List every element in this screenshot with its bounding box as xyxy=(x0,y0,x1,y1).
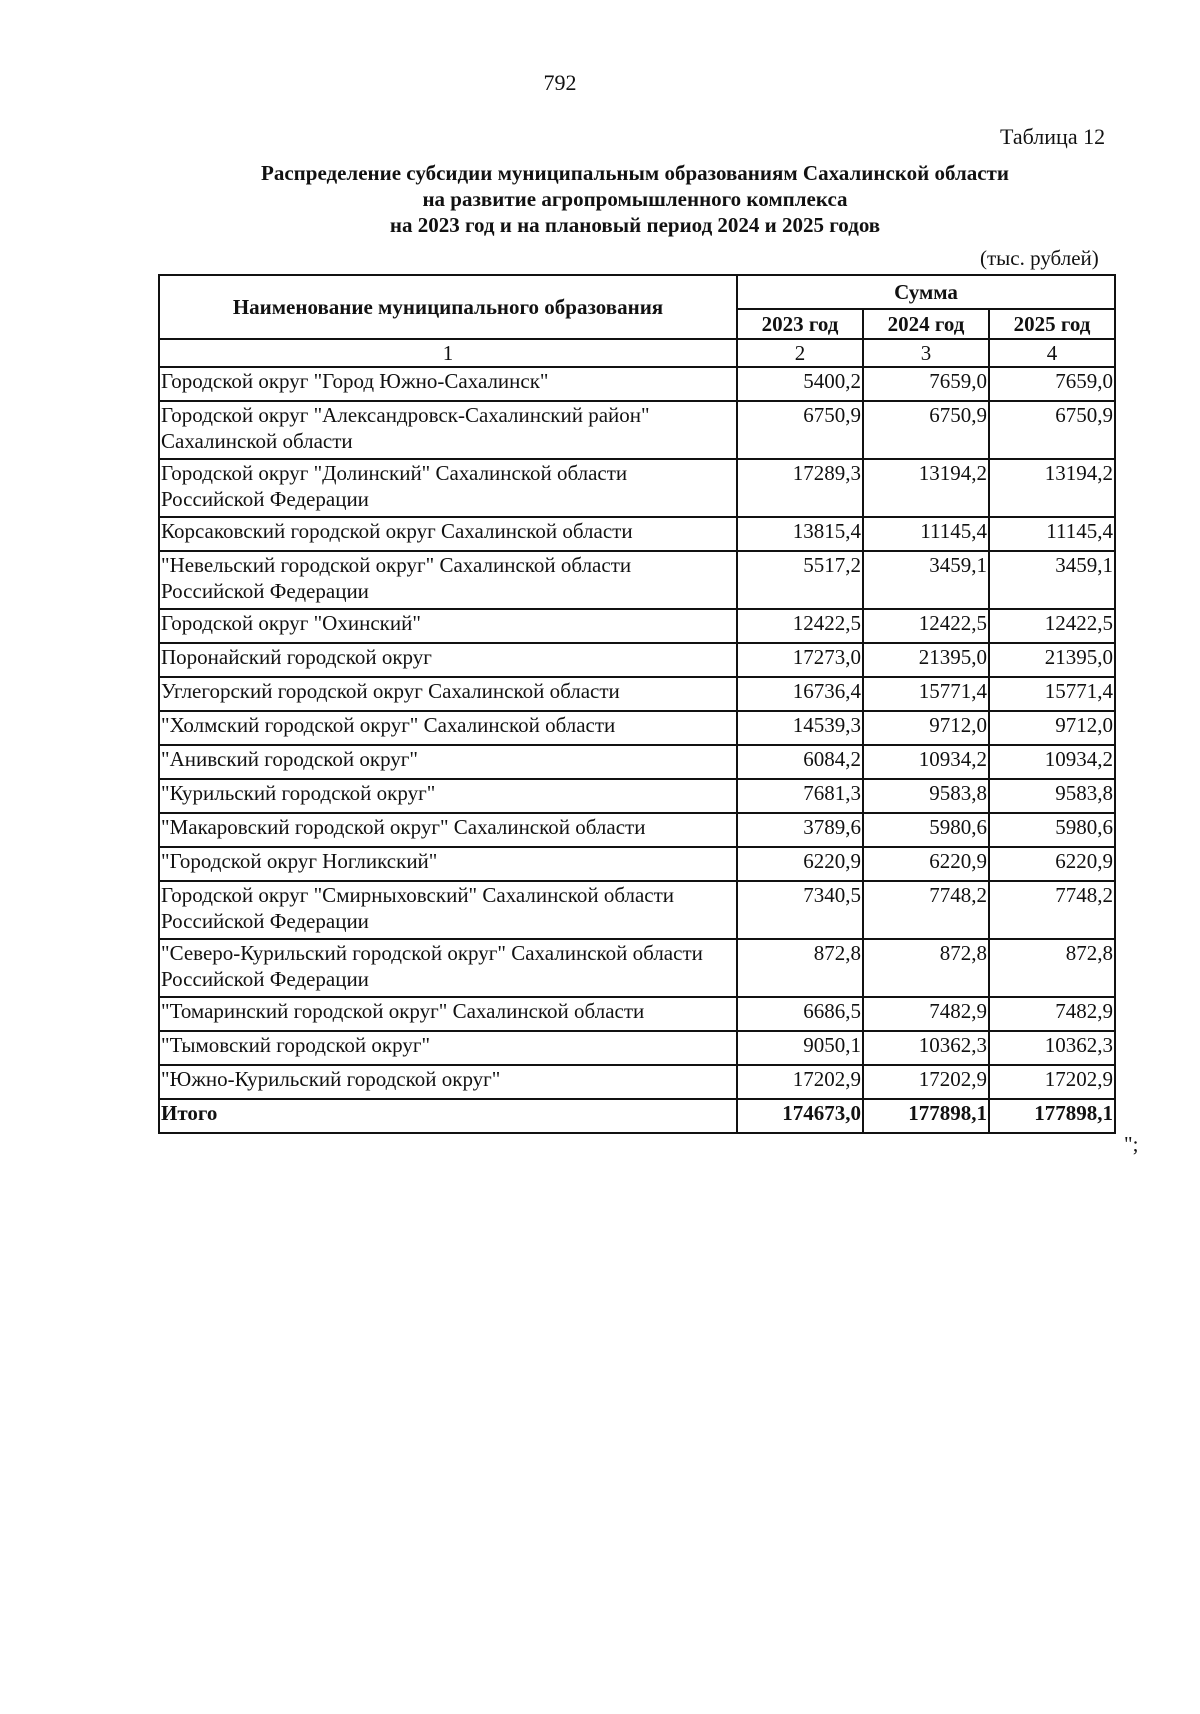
title-line-1: Распределение субсидии муниципальным образованиям Сахалинской области xyxy=(261,161,1009,185)
value-2024: 15771,4 xyxy=(863,677,989,711)
value-2023: 9050,1 xyxy=(737,1031,863,1065)
value-2024: 7659,0 xyxy=(863,367,989,401)
municipality-name: "Северо-Курильский городской округ" Сахалинской области Российской Федерации xyxy=(159,939,737,997)
subsidy-table xyxy=(158,274,1116,1134)
header-year-2023: 2023 год xyxy=(737,309,863,339)
value-2023: 6220,9 xyxy=(737,847,863,881)
total-2025: 177898,1 xyxy=(989,1099,1115,1133)
table-row xyxy=(159,711,1115,745)
table-row xyxy=(159,813,1115,847)
value-2023: 17289,3 xyxy=(737,459,863,517)
value-2023: 3789,6 xyxy=(737,813,863,847)
value-2025: 7659,0 xyxy=(989,367,1115,401)
table-body xyxy=(159,367,1115,1099)
municipality-name: "Южно-Курильский городской округ" xyxy=(159,1065,737,1099)
value-2025: 6750,9 xyxy=(989,401,1115,459)
value-2023: 6686,5 xyxy=(737,997,863,1031)
value-2025: 11145,4 xyxy=(989,517,1115,551)
index-cell: 1 xyxy=(159,339,737,367)
municipality-name: Городской округ "Смирныховский" Сахалинской области Российской Федерации xyxy=(159,881,737,939)
municipality-name: "Невельский городской округ" Сахалинской области Российской Федерации xyxy=(159,551,737,609)
municipality-name: Городской округ "Охинский" xyxy=(159,609,737,643)
municipality-name: Углегорский городской округ Сахалинской области xyxy=(159,677,737,711)
value-2023: 14539,3 xyxy=(737,711,863,745)
value-2024: 6220,9 xyxy=(863,847,989,881)
value-2025: 7482,9 xyxy=(989,997,1115,1031)
value-2024: 872,8 xyxy=(863,939,989,997)
units-label: (тыс. рублей) xyxy=(980,246,1099,270)
value-2025: 7748,2 xyxy=(989,881,1115,939)
municipality-name: Городской округ "Город Южно-Сахалинск" xyxy=(159,367,737,401)
value-2024: 7748,2 xyxy=(863,881,989,939)
total-2023: 174673,0 xyxy=(737,1099,863,1133)
index-cell: 4 xyxy=(989,339,1115,367)
municipality-name: "Курильский городской округ" xyxy=(159,779,737,813)
document-title xyxy=(150,160,1120,238)
municipality-name: "Макаровский городской округ" Сахалинской области xyxy=(159,813,737,847)
table-row xyxy=(159,881,1115,939)
value-2024: 13194,2 xyxy=(863,459,989,517)
value-2024: 9583,8 xyxy=(863,779,989,813)
value-2023: 17202,9 xyxy=(737,1065,863,1099)
header-sum: Сумма xyxy=(737,275,1115,309)
municipality-name: "Городской округ Ногликский" xyxy=(159,847,737,881)
table-row xyxy=(159,847,1115,881)
value-2025: 17202,9 xyxy=(989,1065,1115,1099)
municipality-name: Корсаковский городской округ Сахалинской области xyxy=(159,517,737,551)
table-row xyxy=(159,367,1115,401)
table-row xyxy=(159,1031,1115,1065)
value-2023: 12422,5 xyxy=(737,609,863,643)
table-row xyxy=(159,401,1115,459)
value-2024: 5980,6 xyxy=(863,813,989,847)
table-row xyxy=(159,517,1115,551)
table-row xyxy=(159,997,1115,1031)
value-2024: 21395,0 xyxy=(863,643,989,677)
header-name: Наименование муниципального образования xyxy=(159,275,737,339)
table-row xyxy=(159,939,1115,997)
title-line-2: на развитие агропромышленного комплекса xyxy=(422,187,848,211)
value-2025: 9583,8 xyxy=(989,779,1115,813)
value-2023: 6750,9 xyxy=(737,401,863,459)
value-2025: 10934,2 xyxy=(989,745,1115,779)
municipality-name: Поронайский городской округ xyxy=(159,643,737,677)
value-2025: 21395,0 xyxy=(989,643,1115,677)
value-2024: 10934,2 xyxy=(863,745,989,779)
header-year-2025: 2025 год xyxy=(989,309,1115,339)
page-number: 792 xyxy=(543,70,577,95)
value-2023: 5517,2 xyxy=(737,551,863,609)
value-2025: 15771,4 xyxy=(989,677,1115,711)
table-row xyxy=(159,609,1115,643)
value-2023: 872,8 xyxy=(737,939,863,997)
value-2024: 6750,9 xyxy=(863,401,989,459)
value-2025: 5980,6 xyxy=(989,813,1115,847)
value-2024: 10362,3 xyxy=(863,1031,989,1065)
value-2024: 3459,1 xyxy=(863,551,989,609)
value-2023: 16736,4 xyxy=(737,677,863,711)
table-row xyxy=(159,551,1115,609)
value-2025: 9712,0 xyxy=(989,711,1115,745)
value-2025: 13194,2 xyxy=(989,459,1115,517)
total-row xyxy=(159,1099,1115,1133)
municipality-name: "Тымовский городской округ" xyxy=(159,1031,737,1065)
table-row xyxy=(159,1065,1115,1099)
value-2023: 13815,4 xyxy=(737,517,863,551)
value-2024: 7482,9 xyxy=(863,997,989,1031)
total-label: Итого xyxy=(159,1099,737,1133)
table-row xyxy=(159,459,1115,517)
municipality-name: Городской округ "Долинский" Сахалинской области Российской Федерации xyxy=(159,459,737,517)
trailing-quote-mark: "; xyxy=(1124,1132,1139,1156)
value-2023: 7340,5 xyxy=(737,881,863,939)
value-2024: 11145,4 xyxy=(863,517,989,551)
title-line-3: на 2023 год и на плановый период 2024 и 2025 годов xyxy=(389,213,881,237)
table-row xyxy=(159,643,1115,677)
value-2025: 10362,3 xyxy=(989,1031,1115,1065)
municipality-name: Городской округ "Александровск-Сахалинский район" Сахалинской области xyxy=(159,401,737,459)
value-2025: 6220,9 xyxy=(989,847,1115,881)
value-2023: 5400,2 xyxy=(737,367,863,401)
value-2025: 12422,5 xyxy=(989,609,1115,643)
municipality-name: "Анивский городской округ" xyxy=(159,745,737,779)
municipality-name: "Томаринский городской округ" Сахалинской области xyxy=(159,997,737,1031)
municipality-name: "Холмский городской округ" Сахалинской области xyxy=(159,711,737,745)
table-row xyxy=(159,677,1115,711)
value-2025: 872,8 xyxy=(989,939,1115,997)
table-row xyxy=(159,745,1115,779)
value-2025: 3459,1 xyxy=(989,551,1115,609)
index-cell: 2 xyxy=(737,339,863,367)
value-2023: 7681,3 xyxy=(737,779,863,813)
value-2024: 12422,5 xyxy=(863,609,989,643)
index-cell: 3 xyxy=(863,339,989,367)
value-2024: 9712,0 xyxy=(863,711,989,745)
table-row xyxy=(159,779,1115,813)
total-2024: 177898,1 xyxy=(863,1099,989,1133)
value-2023: 17273,0 xyxy=(737,643,863,677)
header-year-2024: 2024 год xyxy=(863,309,989,339)
table-label: Таблица 12 xyxy=(1000,124,1106,149)
value-2023: 6084,2 xyxy=(737,745,863,779)
value-2024: 17202,9 xyxy=(863,1065,989,1099)
